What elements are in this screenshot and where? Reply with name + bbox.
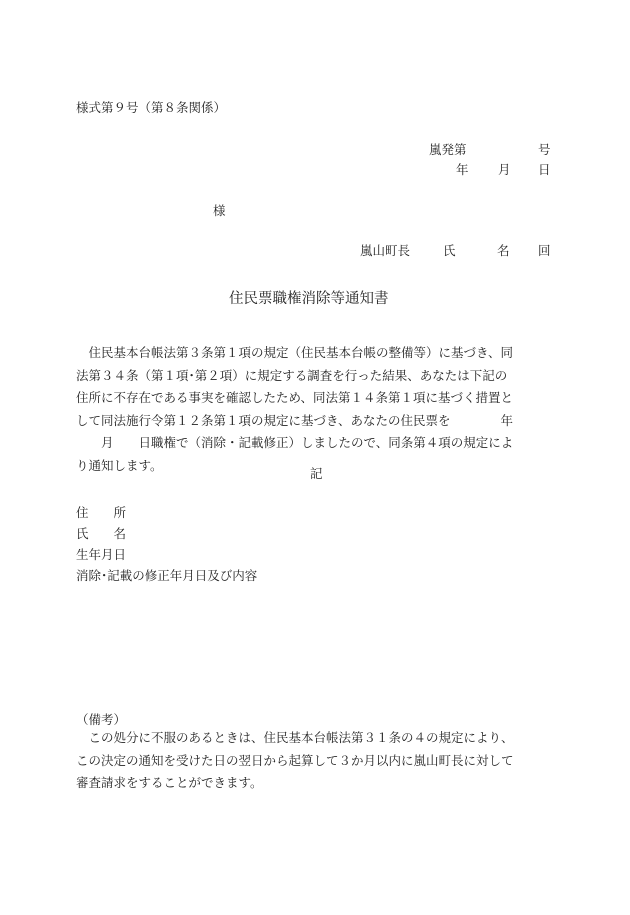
- body-line: 月 日職権で（消除・記載修正）しましたので、同条第４項の規定によ: [76, 435, 514, 450]
- remarks-heading: （備考）: [76, 712, 127, 727]
- body-line: 住民基本台帳法第３条第１項の規定（住民基本台帳の整備等）に基づき、同: [76, 345, 514, 360]
- reference-prefix: 嵐発第: [429, 142, 467, 157]
- body-line: り通知します。: [76, 457, 163, 473]
- field-address-label: 住 所: [76, 505, 127, 520]
- field-birthdate-label: 生年月日: [76, 547, 127, 562]
- body-line: 住所に不存在である事実を確認したため、同法第１４条第１項に基づく措置と: [76, 390, 514, 405]
- field-revision-label: 消除･記載の修正年月日及び内容: [76, 568, 258, 583]
- ki-heading: 記: [310, 466, 323, 481]
- remarks-line: 審査請求をすることができます。: [76, 775, 263, 790]
- addressee-suffix: 様: [213, 203, 226, 218]
- body-line: 法第３４条（第１項･第２項）に規定する調査を行った結果、あなたは下記の: [76, 367, 508, 383]
- remarks-line: この決定の通知を受けた日の翌日から起算して３か月以内に嵐山町長に対して: [76, 752, 514, 768]
- sender-office: 嵐山町長: [360, 243, 411, 258]
- document-title: 住民票職権消除等通知書: [229, 291, 389, 307]
- sender-surname-label: 氏: [443, 243, 456, 258]
- sender-name-label: 名: [497, 243, 510, 258]
- date-year-label: 年: [456, 162, 469, 177]
- remarks-line: この処分に不服のあるときは、住民基本台帳法第３１条の４の規定により、: [76, 730, 514, 745]
- date-day-label: 日: [538, 162, 551, 177]
- field-name-label: 氏 名: [76, 526, 127, 541]
- date-month-label: 月: [498, 162, 511, 177]
- remarks-text: [76, 727, 514, 795]
- form-number: 様式第９号（第８条関係）: [76, 100, 227, 115]
- reference-suffix: 号: [538, 142, 551, 157]
- body-line: して同法施行令第１２条第１項の規定に基づき、あなたの住民票を 年: [76, 412, 514, 428]
- seal-mark: 回: [538, 243, 551, 258]
- body-text: [76, 342, 513, 477]
